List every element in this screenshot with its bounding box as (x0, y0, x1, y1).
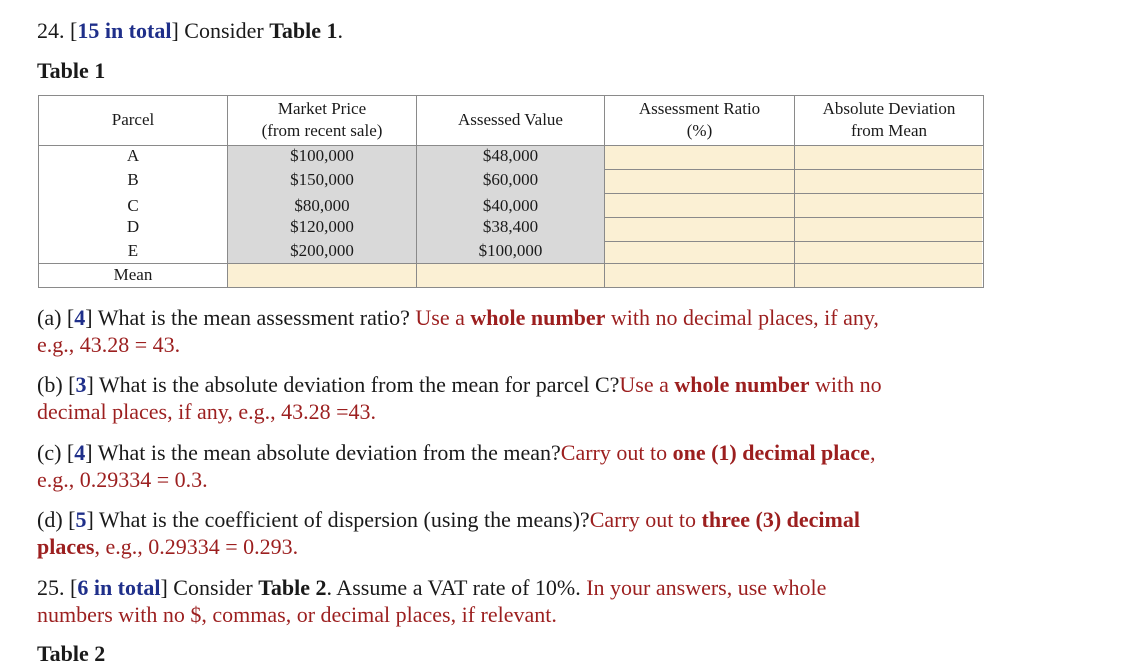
q25-points: 6 in total (77, 575, 161, 600)
qb-points: 3 (75, 372, 87, 397)
qb-line2: decimal places, if any, e.g., 43.28 =43. (37, 399, 377, 424)
qc-label: (c) (37, 440, 62, 465)
q24-table-ref: Table 1 (269, 18, 338, 43)
header-market-price (228, 98, 416, 142)
row-a-market-price: $100,000 (290, 146, 354, 165)
qb-question: What is the absolute deviation from the mean for parcel C? (98, 372, 620, 397)
header-market-price-line2: (from recent sale) (261, 121, 383, 140)
qc-points: 4 (74, 440, 86, 465)
qc-question: What is the mean absolute deviation from the mean? (97, 440, 561, 465)
row-e-market-price: $200,000 (290, 241, 354, 260)
qc-instr-pre: Carry out to (560, 440, 668, 465)
row-d-assessed-value: $38,400 (482, 217, 539, 236)
row-c-parcel: C (127, 196, 139, 215)
qa-instr-pre: Use a (415, 305, 465, 330)
q25-number: 25. (37, 575, 65, 600)
question-25: 25. [6 in total] Consider Table 2. Assume a VAT rate of 10%. In your answers, use whole numbers with no $, commas, or decimal places, if relevant. (37, 575, 827, 627)
q24-number: 24. (37, 18, 65, 43)
q25-instr-2: numbers with no $, commas, or decimal places, if relevant. (37, 602, 557, 627)
header-deviation-line2: from Mean (850, 121, 927, 140)
row-e-parcel: E (127, 241, 139, 260)
header-ratio-line1: Assessment Ratio (638, 99, 761, 118)
q25-vat: . Assume a VAT rate of 10%. (326, 575, 581, 600)
row-d-parcel: D (126, 217, 140, 236)
q24-consider: Consider (184, 18, 264, 43)
qc-instr-bold: one (1) decimal place (672, 440, 870, 465)
table1-label: Table 1 (37, 58, 106, 83)
qd-question: What is the coefficient of dispersion (using the means)? (98, 507, 590, 532)
q25-table-ref: Table 2 (258, 575, 327, 600)
row-b-parcel: B (127, 170, 139, 189)
header-ratio-line2: (%) (686, 121, 713, 140)
question-d: (d) [5] What is the coefficient of dispersion (using the means)?Carry out to three (3) decimal places, e.g., 0.29334 = 0.293. (37, 507, 860, 559)
question-b: (b) [3] What is the absolute deviation from the mean for parcel C?Use a whole number with no decimal places, if any, e.g., 43.28 =43. (37, 372, 882, 424)
qc-instr-post: , (869, 440, 876, 465)
row-b-market-price: $150,000 (290, 170, 354, 189)
row-d-market-price: $120,000 (290, 217, 354, 236)
question-24-heading: 24. [15 in total] Consider Table 1. (37, 18, 344, 43)
q25-consider: Consider (173, 575, 253, 600)
qd-line2-bold: places (37, 534, 95, 559)
qd-line2-rest: , e.g., 0.29334 = 0.293. (94, 534, 299, 559)
row-a-parcel: A (126, 146, 140, 165)
row-e-assessed-value: $100,000 (478, 241, 543, 260)
qa-example: e.g., 43.28 = 43. (37, 332, 181, 357)
mean-row-label: Mean (113, 265, 153, 284)
qa-points: 4 (74, 305, 86, 330)
qa-label: (a) (37, 305, 62, 330)
q24-period: . (337, 18, 344, 43)
header-assessed-value: Assessed Value (458, 110, 563, 129)
table2-label: Table 2 (37, 641, 106, 666)
qb-label: (b) (37, 372, 63, 397)
qd-points: 5 (75, 507, 87, 532)
qb-instr-pre: Use a (619, 372, 669, 397)
qd-label: (d) (37, 507, 63, 532)
qc-example: e.g., 0.29334 = 0.3. (37, 467, 208, 492)
mean-row-shading (228, 264, 982, 287)
question-a: (a) [4] What is the mean assessment ratio? Use a whole number with no decimal places, if any, e.g., 43.28 = 43. (37, 305, 879, 357)
row-c-assessed-value: $40,000 (482, 196, 539, 215)
qb-instr-bold: whole number (674, 372, 810, 397)
row-c-market-price: $80,000 (294, 196, 350, 215)
q25-instr-1: In your answers, use whole (586, 575, 827, 600)
row-a-assessed-value: $48,000 (482, 146, 539, 165)
qb-instr-post: with no (814, 372, 882, 397)
qa-question: What is the mean assessment ratio? (97, 305, 410, 330)
q24-points: 15 in total (77, 18, 172, 43)
qa-instr-post: with no decimal places, if any, (610, 305, 879, 330)
row-b-assessed-value: $60,000 (482, 170, 539, 189)
assessment-table (38, 95, 984, 288)
qd-instr-pre: Carry out to (589, 507, 697, 532)
qa-instr-bold: whole number (470, 305, 606, 330)
header-assessment-ratio (605, 98, 794, 142)
header-absolute-deviation (795, 98, 983, 142)
qd-instr-bold: three (3) decimal (701, 507, 860, 532)
header-parcel: Parcel (111, 110, 155, 129)
header-deviation-line1: Absolute Deviation (822, 99, 956, 118)
header-market-price-line1: Market Price (277, 99, 367, 118)
question-c: (c) [4] What is the mean absolute deviation from the mean?Carry out to one (1) decimal place, e.g., 0.29334 = 0.3. (37, 440, 876, 492)
